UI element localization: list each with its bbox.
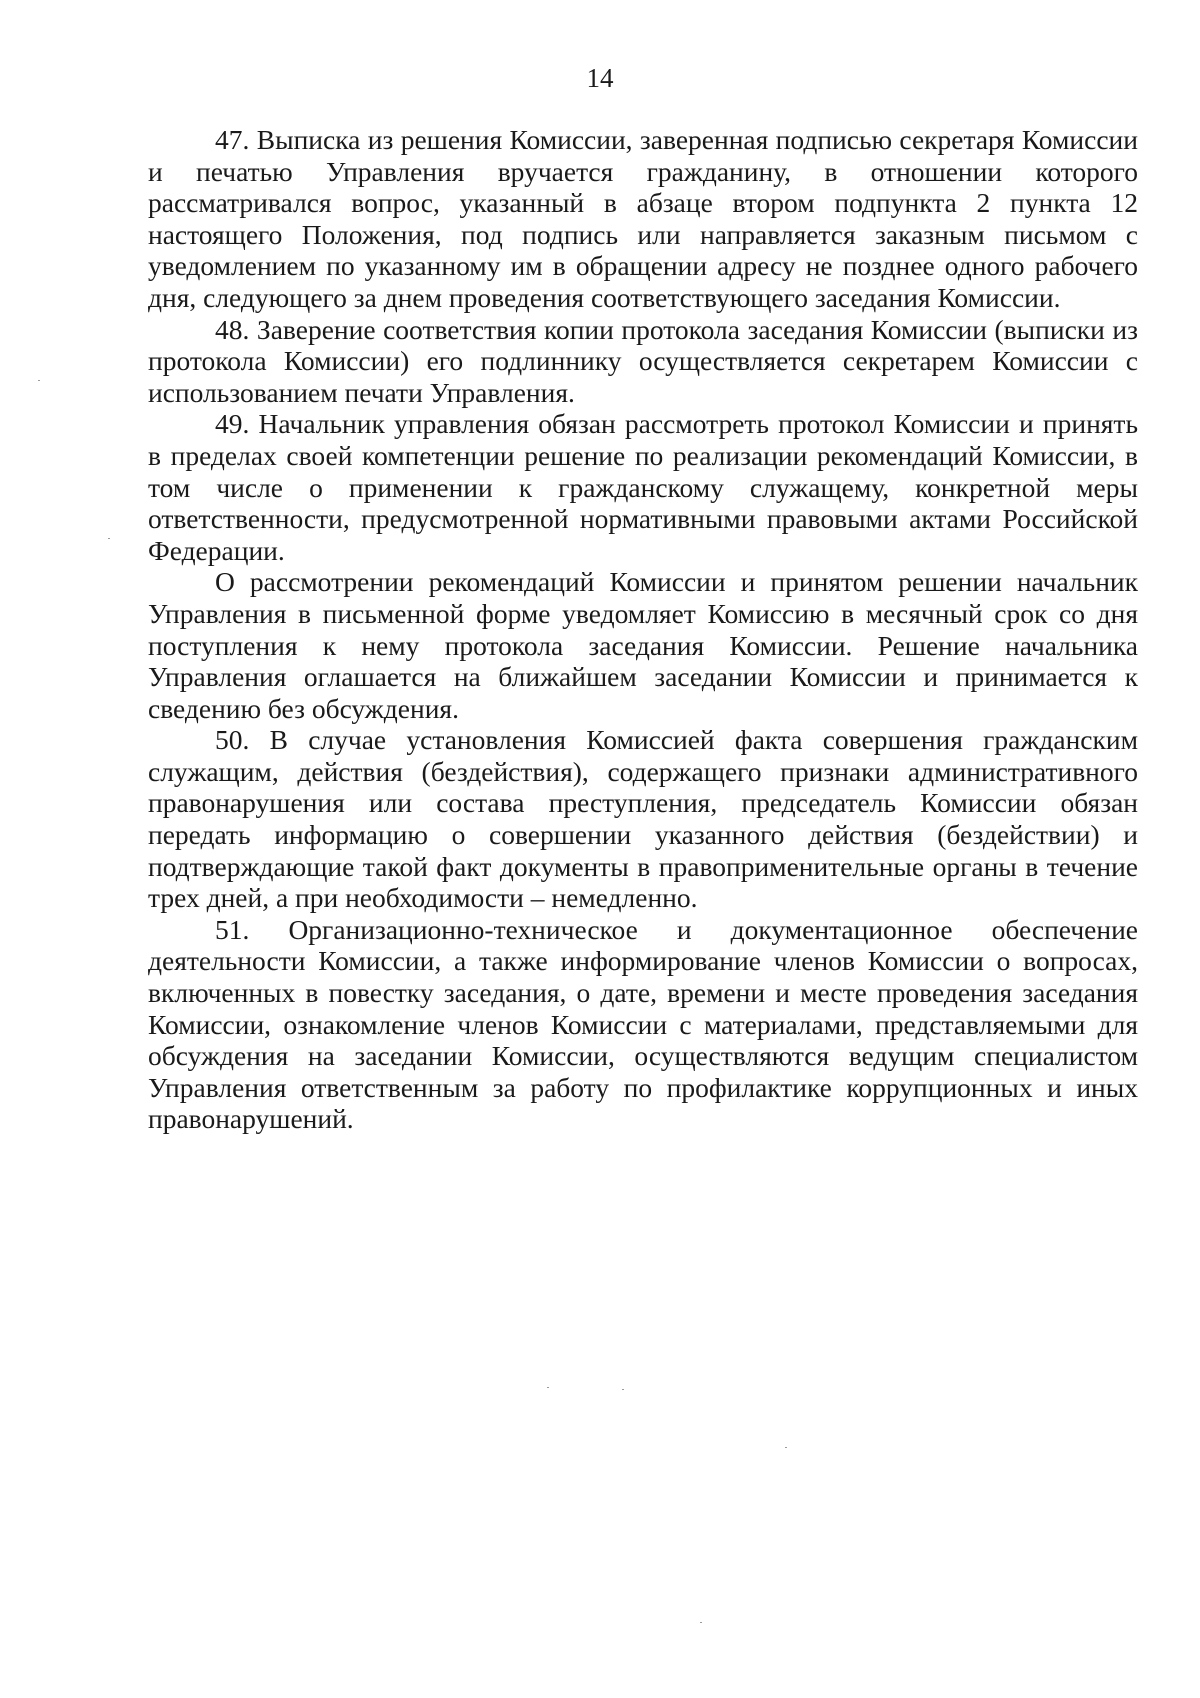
page-number: 14 — [586, 63, 614, 93]
paragraph-50: 50. В случае установления Комиссией факта совершения гражданским служащим, действия (бездействия), содержащего признаки административного правонарушения или состава преступления, председатель Комиссии обязан передать информацию о совершении указанного действия (бездействии) и подтверждающие такой факт документы в правоприменительные органы в течение трех дней, а при необходимости – немедленно. — [148, 724, 1138, 914]
scan-speck — [700, 1622, 702, 1623]
scan-speck — [622, 1389, 624, 1390]
scan-speck — [108, 538, 110, 539]
paragraph-48: 48. Заверение соответствия копии протокола заседания Комиссии (выписки из протокола Комиссии) его подлиннику осуществляется секретарем Комиссии с использованием печати Управления. — [148, 313, 1138, 408]
scan-speck — [785, 1447, 787, 1448]
document-body — [148, 124, 1138, 1135]
paragraph-47: 47. Выписка из решения Комиссии, заверенная подписью секретаря Комиссии и печатью Управления вручается гражданину, в отношении которого рассматривался вопрос, указанный в абзаце втором подпункта 2 пункта 12 настоящего Положения, под подпись или направляется заказным письмом с уведомлением по указанному им в обращении адресу не позднее одного рабочего дня, следующего за днем проведения соответствующего заседания Комиссии. — [148, 124, 1138, 313]
scan-speck — [38, 380, 40, 381]
paragraph-49-continuation: О рассмотрении рекомендаций Комиссии и принятом решении начальник Управления в письменной форме уведомляет Комиссию в месячный срок со дня поступления к нему протокола заседания Комиссии. Решение начальника Управления оглашается на ближайшем заседании Комиссии и принимается к сведению без обсуждения. — [148, 566, 1138, 724]
scan-speck — [547, 1387, 549, 1388]
paragraph-49: 49. Начальник управления обязан рассмотреть протокол Комиссии и принять в пределах своей компетенции решение по реализации рекомендаций Комиссии, в том числе о применении к гражданскому служащему, конкретной меры ответственности, предусмотренной нормативными правовыми актами Российской Федерации. — [148, 408, 1138, 566]
paragraph-51: 51. Организационно-техническое и документационное обеспечение деятельности Комиссии, а также информирование членов Комиссии о вопросах, включенных в повестку заседания, о дате, времени и месте проведения заседания Комиссии, ознакомление членов Комиссии с материалами, представляемыми для обсуждения на заседании Комиссии, осуществляются ведущим специалистом Управления ответственным за работу по профилактике коррупционных и иных правонарушений. — [148, 913, 1138, 1135]
